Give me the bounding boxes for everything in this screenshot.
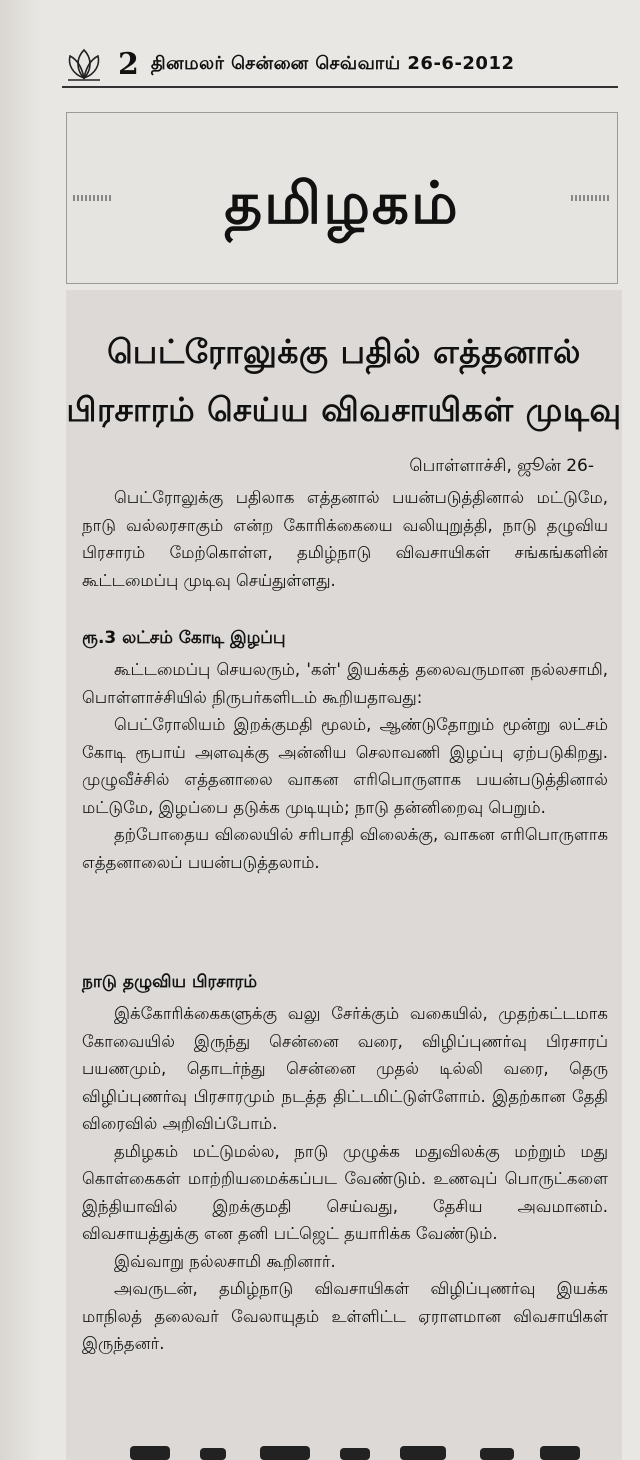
paragraph-6: இவ்வாறு நல்லசாமி கூறினார். xyxy=(114,1251,336,1271)
paragraph-3: தற்போதைய விலையில் சரிபாதி விலைக்கு, வாகன எரிபொருளாக எத்தனாலைப் பயன்படுத்தலாம். xyxy=(82,825,608,872)
paragraph-7: அவருடன், தமிழ்நாடு விவசாயிகள் விழிப்புணர்வு இயக்க மாநிலத் தலைவர் வேலாயுதம் உள்ளிட்ட ஏராளமான விவசாயிகள் இருந்தனர். xyxy=(82,1279,608,1353)
dateline: பொள்ளாச்சி, ஜூன் 26- xyxy=(409,456,594,476)
page-edge-shadow xyxy=(0,0,40,1460)
headline-line-1: பெட்ரோலுக்கு பதில் எத்தனால் xyxy=(107,332,581,371)
lotus-emblem-icon xyxy=(62,44,106,84)
next-headline-fragment xyxy=(90,1434,610,1460)
masthead xyxy=(62,42,622,86)
paragraph-4: இக்கோரிக்கைகளுக்கு வலு சேர்க்கும் வகையில், முதற்கட்டமாக கோவையில் இருந்து சென்னை வரை, விழிப்புணர்வு பிரசாரப் பயணமும், தொடர்ந்து சென்னை முதல் டில்லி வரை, தெரு விழிப்புணர்வு பிரசாரமும் நடத்த திட்டமிட்டுள்ளோம். இதற்கான தேதி விரைவில் அறிவிப்போம். xyxy=(82,1004,608,1133)
body-block-2 xyxy=(82,1000,608,1358)
subhead-campaign: நாடு தழுவிய பிரசாரம் xyxy=(82,972,257,992)
subhead-loss: ரூ.3 லட்சம் கோடி இழப்பு xyxy=(82,628,286,648)
headline-line-2: பிரசாரம் செய்ய விவசாயிகள் முடிவு xyxy=(66,390,622,429)
paragraph-5: தமிழகம் மட்டுமல்ல, நாடு முழுக்க மதுவிலக்கு மற்றும் மது கொள்கைகள் மாற்றியமைக்கப்பட வேண்டும். உணவுப் பொருட்களை இந்தியாவில் இறக்குமதி செய்வது, தேசிய அவமானம். விவசாயத்துக்கு என தனி பட்ஜெட் தயாரிக்க வேண்டும். xyxy=(82,1141,608,1243)
article xyxy=(66,290,622,1460)
masthead-divider xyxy=(62,86,618,88)
section-header-box xyxy=(66,112,618,284)
masthead-text: தினமலர் சென்னை செவ்வாய் 26-6-2012 xyxy=(150,52,515,74)
body-block-1 xyxy=(82,656,608,876)
section-title: தமிழகம் xyxy=(224,169,460,237)
page-number: 2 xyxy=(118,46,139,82)
lead-paragraph-block xyxy=(82,484,608,594)
paragraph-2: பெட்ரோலியம் இறக்குமதி மூலம், ஆண்டுதோறும் மூன்று லட்சம் கோடி ரூபாய் அளவுக்கு அன்னிய செலாவணி இழப்பு ஏற்படுகிறது. முழுவீச்சில் எத்தனாலை வாகன எரிபொருளாக பயன்படுத்தினால் மட்டுமே, இழப்பை தடுக்க முடியும்; நாடு தன்னிறைவு பெறும். xyxy=(82,715,608,817)
lead-paragraph: பெட்ரோலுக்கு பதிலாக எத்தனால் பயன்படுத்தினால் மட்டுமே, நாடு வல்லரசாகும் என்ற கோரிக்கையை வலியுறுத்தி, நாடு தழுவிய பிரசாரம் மேற்கொள்ள, தமிழ்நாடு விவசாயிகள் சங்கங்களின் கூட்டமைப்பு முடிவு செய்துள்ளது. xyxy=(82,488,608,590)
paragraph-1: கூட்டமைப்பு செயலரும், 'கள்' இயக்கத் தலைவருமான நல்லசாமி, பொள்ளாச்சியில் நிருபர்களிடம் கூறியதாவது: xyxy=(82,660,608,707)
